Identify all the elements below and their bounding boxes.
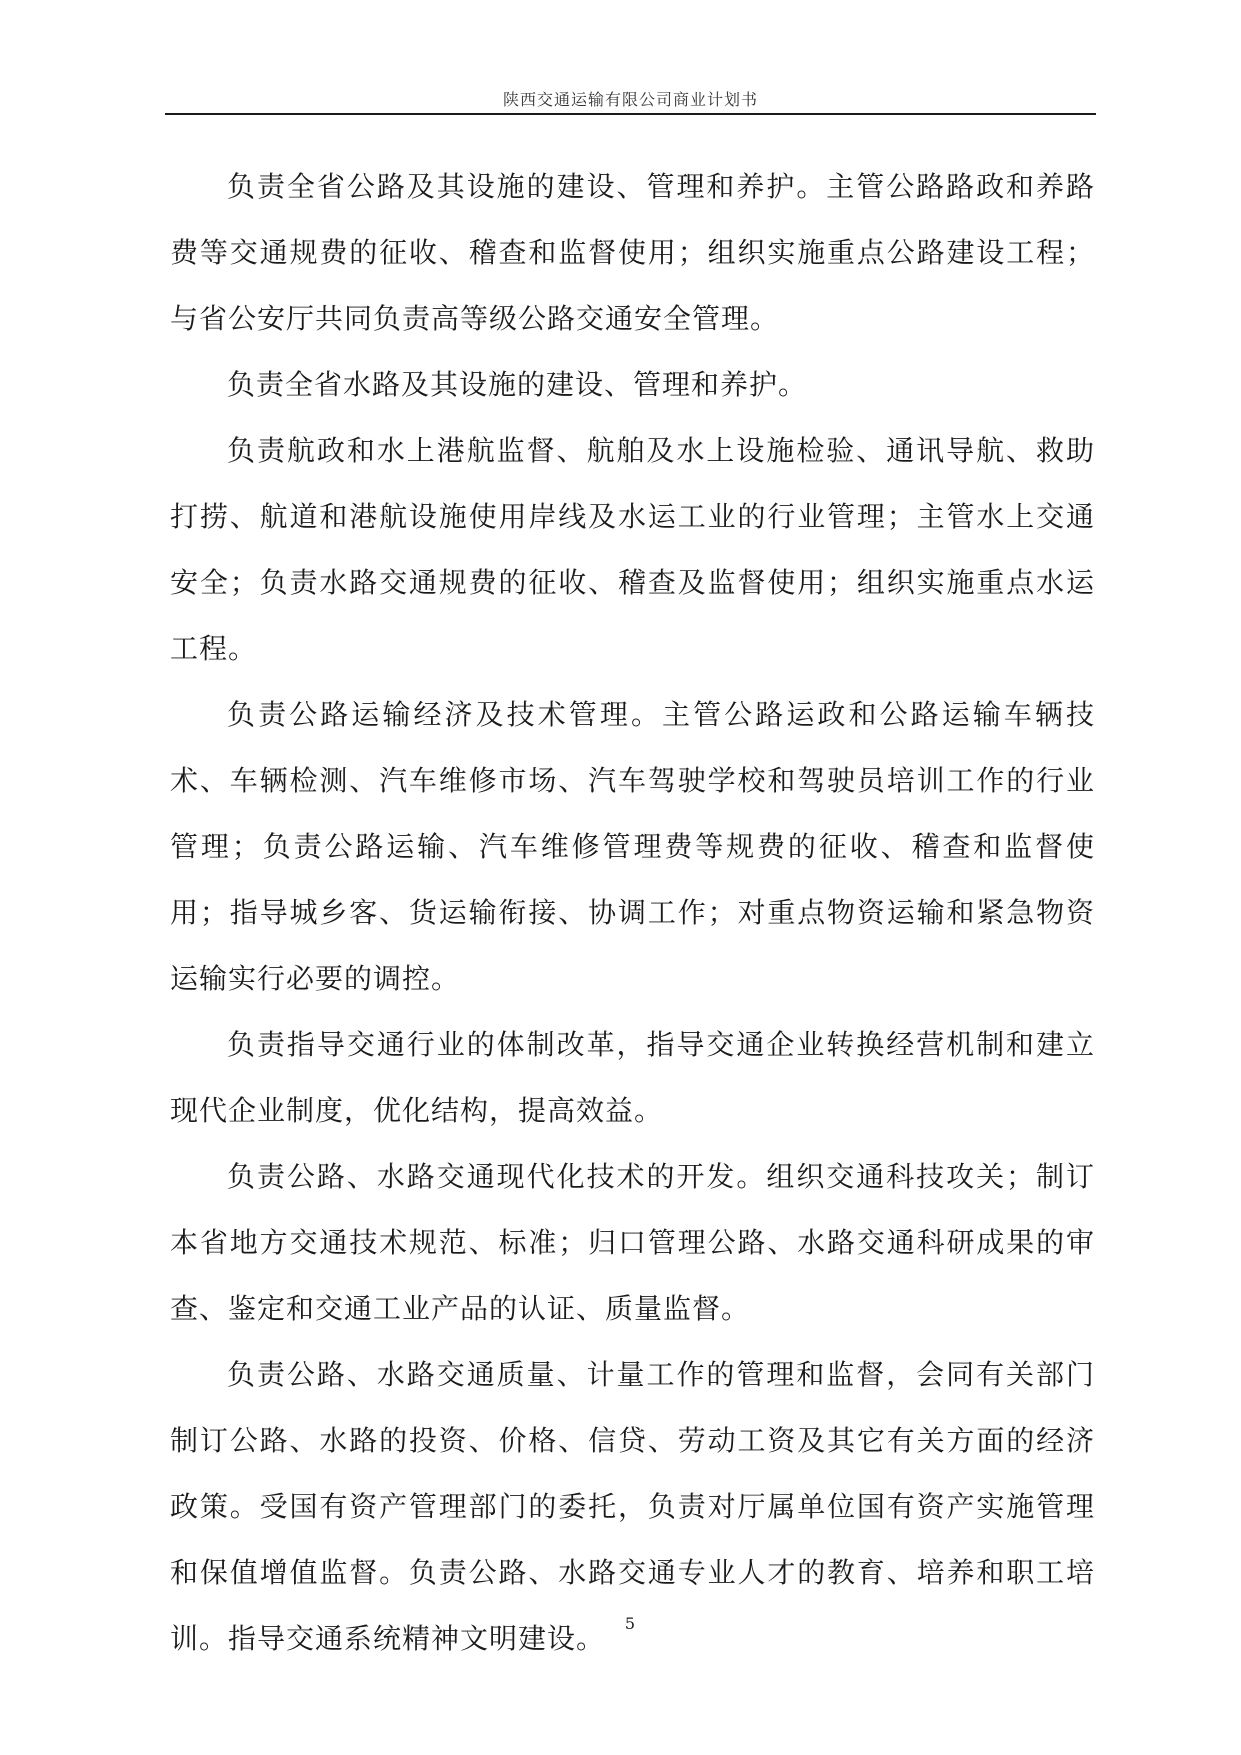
document-body (170, 154, 1095, 1672)
page-header-title: 陕西交通运输有限公司商业计划书 (502, 90, 758, 109)
page-number: 5 (624, 1614, 636, 1633)
paragraph-highway-responsibilities: 负责全省公路及其设施的建设、管理和养护。主管公路路政和养路费等交通规费的征收、稽查和监督使用；组织实施重点公路建设工程；与省公安厅共同负责高等级公路交通安全管理。 (170, 170, 1095, 335)
paragraph-navigation-supervision: 负责航政和水上港航监督、航舶及水上设施检验、通讯导航、救助打捞、航道和港航设施使用岸线及水运工业的行业管理；主管水上交通安全；负责水路交通规费的征收、稽查及监督使用；组织实施重点水运工程。 (170, 434, 1095, 665)
paragraph-waterway-construction: 负责全省水路及其设施的建设、管理和养护。 (227, 368, 808, 401)
paragraph-road-transport-management: 负责公路运输经济及技术管理。主管公路运政和公路运输车辆技术、车辆检测、汽车维修市场、汽车驾驶学校和驾驶员培训工作的行业管理；负责公路运输、汽车维修管理费等规费的征收、稽查和监督使用；指导城乡客、货运输衔接、协调工作；对重点物资运输和紧急物资运输实行必要的调控。 (170, 698, 1095, 995)
header-divider (165, 113, 1096, 115)
paragraph-quality-and-policy: 负责公路、水路交通质量、计量工作的管理和监督，会同有关部门制订公路、水路的投资、价格、信贷、劳动工资及其它有关方面的经济政策。受国有资产管理部门的委托，负责对厅属单位国有资产实施管理和保值增值监督。负责公路、水路交通专业人才的教育、培养和职工培训。指导交通系统精神文明建设。 (170, 1358, 1095, 1655)
paragraph-system-reform: 负责指导交通行业的体制改革，指导交通企业转换经营机制和建立现代企业制度，优化结构，提高效益。 (170, 1028, 1095, 1127)
paragraph-technology-development: 负责公路、水路交通现代化技术的开发。组织交通科技攻关；制订本省地方交通技术规范、标准；归口管理公路、水路交通科研成果的审查、鉴定和交通工业产品的认证、质量监督。 (170, 1160, 1095, 1325)
